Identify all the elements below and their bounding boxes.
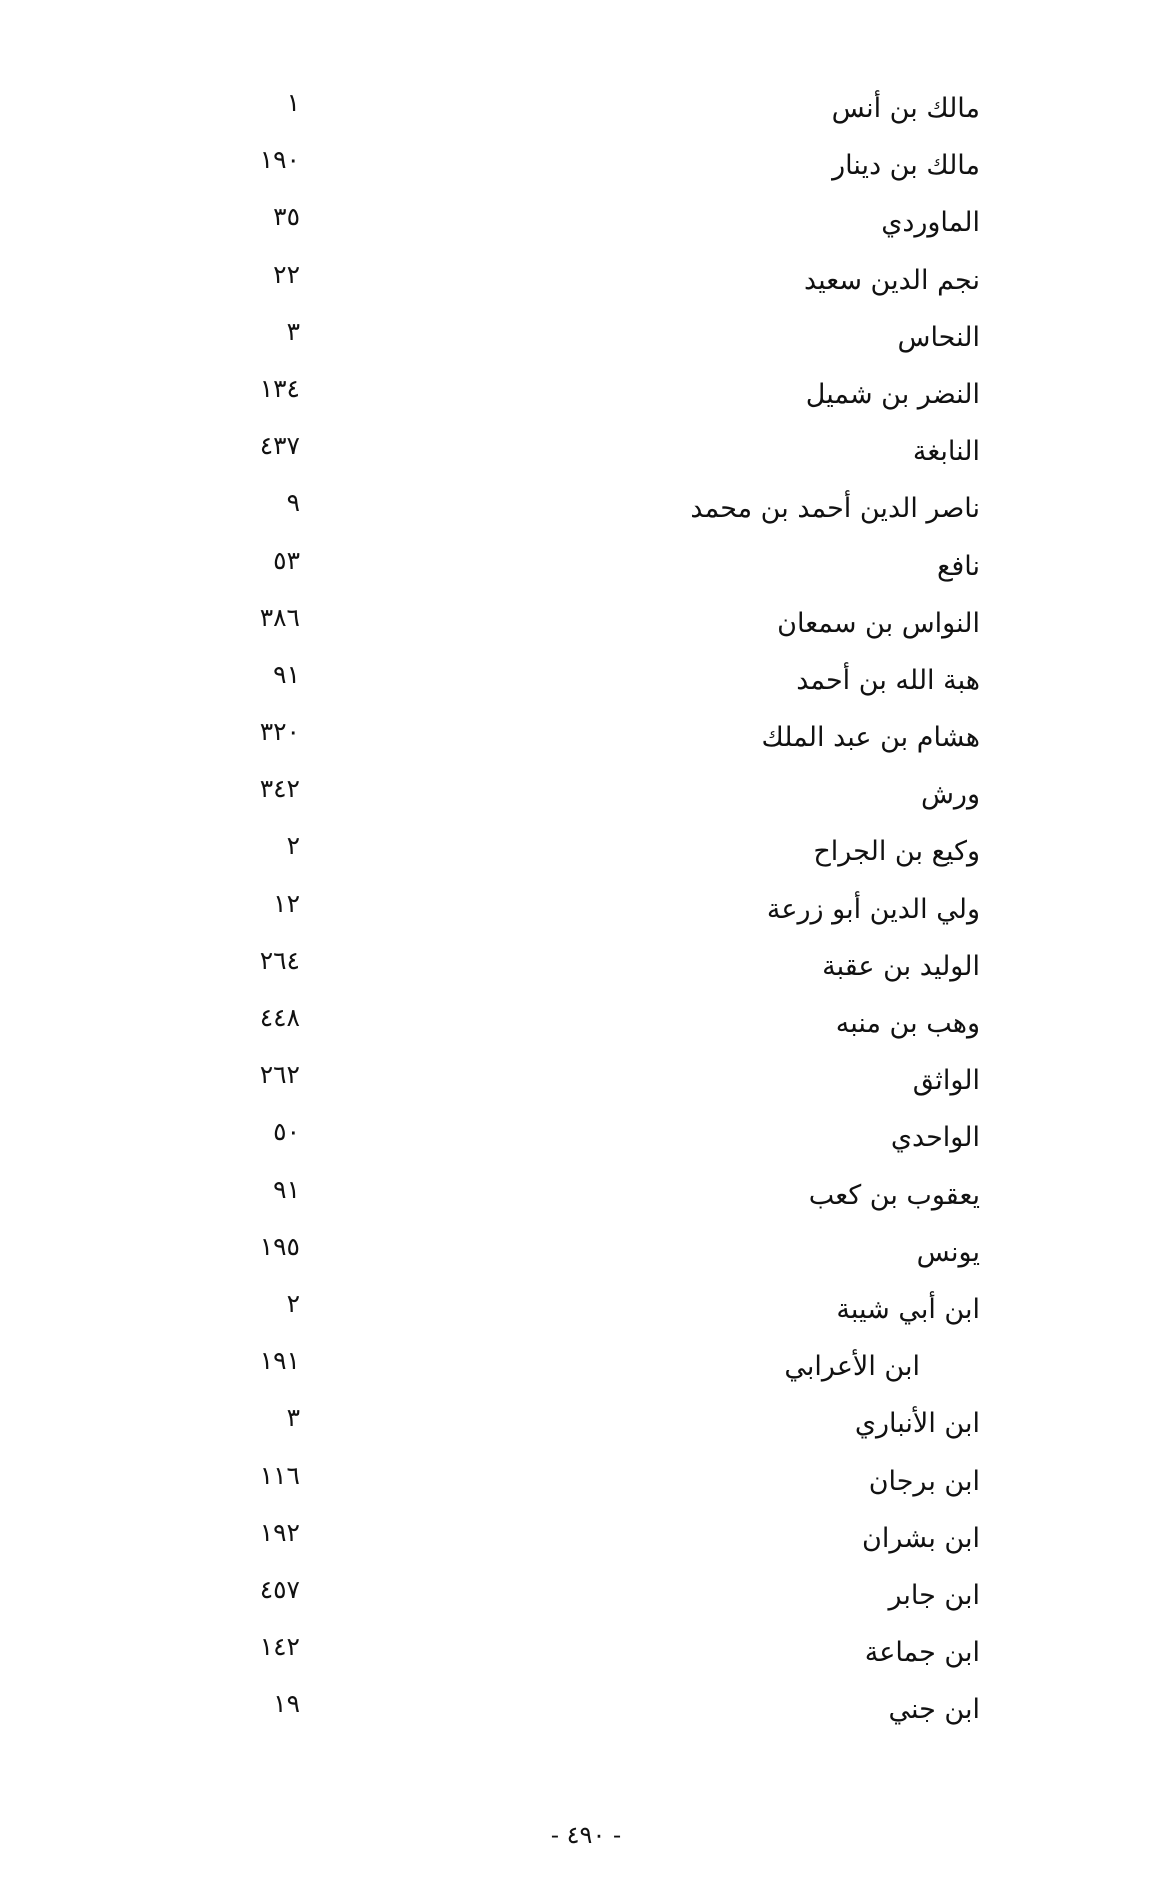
entry-page-number: ٣٥ (273, 202, 300, 232)
entry-name: النحاس (897, 321, 980, 353)
entry-page-number: ٢ (286, 1288, 300, 1318)
entry-name: مالك بن أنس (831, 93, 980, 124)
index-entry (220, 1403, 980, 1460)
index-entry (220, 431, 980, 488)
entry-page-number: ٣٢٠ (259, 717, 300, 747)
entry-name: ابن برجان (868, 1465, 980, 1497)
entry-page-number: ٢٢ (273, 259, 300, 289)
entry-page-number: ١ (286, 88, 300, 117)
index-entry (220, 1689, 980, 1746)
index-entry (220, 1003, 980, 1060)
entry-name: ابن جابر (888, 1579, 980, 1611)
entry-name: ابن الأنباري (854, 1408, 980, 1440)
entry-name: مالك بن دينار (832, 150, 980, 182)
entry-page-number: ١٩٢ (259, 1517, 300, 1547)
entry-name: ابن الأعرابي (784, 1351, 920, 1383)
entry-name: النضر بن شميل (805, 378, 980, 410)
index-entry (220, 546, 980, 603)
entry-name: ابن أبي شيبة (836, 1293, 980, 1325)
index-entry (220, 88, 980, 145)
entry-name: ولي الدين أبو زرعة (766, 893, 980, 925)
entry-name: الماوردي (881, 207, 980, 239)
entry-name: الوليد بن عقبة (822, 950, 980, 982)
entry-page-number: ٣٨٦ (259, 602, 300, 632)
index-entry (220, 603, 980, 660)
index-entry (220, 488, 980, 545)
index-entry (220, 374, 980, 431)
entry-name: الواحدي (890, 1122, 980, 1154)
entry-name: نجم الدين سعيد (803, 264, 980, 296)
name-index-list (220, 88, 980, 1746)
index-entry (220, 660, 980, 717)
entry-page-number: ١٩٥ (259, 1231, 300, 1261)
entry-page-number: ١١٦ (259, 1460, 300, 1490)
page-number-footer: - ٤٩٠ - (550, 1821, 622, 1849)
entry-name: ابن جماعة (864, 1637, 980, 1669)
index-entry (220, 1117, 980, 1174)
entry-page-number: ٢٦٢ (259, 1060, 300, 1090)
index-entry (220, 1461, 980, 1518)
index-entry (220, 1575, 980, 1632)
index-entry (220, 774, 980, 831)
entry-page-number: ٤٥٧ (259, 1574, 300, 1604)
index-entry (220, 1232, 980, 1289)
entry-page-number: ٥٣ (273, 545, 300, 575)
index-entry (220, 946, 980, 1003)
entry-page-number: ٣٤٢ (259, 774, 300, 804)
index-entry (220, 1060, 980, 1117)
entry-name: نافع (936, 550, 980, 582)
entry-name: هشام بن عبد الملك (761, 722, 980, 754)
entry-page-number: ٢٦٤ (259, 945, 300, 975)
entry-page-number: ٣ (286, 316, 300, 346)
index-entry (220, 1632, 980, 1689)
entry-page-number: ١٩١ (259, 1346, 300, 1376)
entry-name: ابن بشران (862, 1522, 980, 1554)
entry-page-number: ١٣٤ (259, 373, 300, 403)
entry-page-number: ٤٤٨ (259, 1003, 300, 1032)
index-entry (220, 260, 980, 317)
entry-page-number: ٩١ (273, 659, 300, 689)
entry-page-number: ٩١ (273, 1174, 300, 1204)
index-entry (220, 145, 980, 202)
entry-name: ابن جني (888, 1694, 980, 1726)
entry-name: يونس (916, 1236, 980, 1268)
index-entry (220, 1346, 980, 1403)
entry-page-number: ١٢ (273, 888, 300, 918)
index-entry (220, 1518, 980, 1575)
entry-name: هبة الله بن أحمد (796, 664, 980, 696)
entry-page-number: ٤٣٧ (259, 431, 300, 461)
entry-name: النواس بن سمعان (777, 607, 980, 639)
entry-page-number: ١٤٢ (259, 1632, 300, 1662)
index-entry (220, 202, 980, 259)
entry-name: يعقوب بن كعب (808, 1179, 980, 1211)
entry-page-number: ٥٠ (273, 1117, 300, 1147)
entry-name: وكيع بن الجراح (813, 836, 980, 868)
entry-page-number: ٣ (286, 1403, 300, 1433)
entry-page-number: ١٩٠ (259, 145, 300, 175)
index-entry (220, 889, 980, 946)
entry-page-number: ٢ (286, 831, 300, 861)
entry-name: ناصر الدين أحمد بن محمد (690, 493, 980, 525)
index-entry (220, 317, 980, 374)
entry-name: ورش (920, 779, 980, 811)
index-entry (220, 831, 980, 888)
entry-name: وهب بن منبه (835, 1008, 980, 1039)
entry-page-number: ١٩ (273, 1689, 300, 1719)
index-entry (220, 1175, 980, 1232)
entry-page-number: ٩ (286, 488, 300, 518)
entry-name: الواثق (912, 1065, 980, 1097)
index-entry (220, 1289, 980, 1346)
entry-name: النابغة (912, 436, 980, 468)
index-entry (220, 717, 980, 774)
